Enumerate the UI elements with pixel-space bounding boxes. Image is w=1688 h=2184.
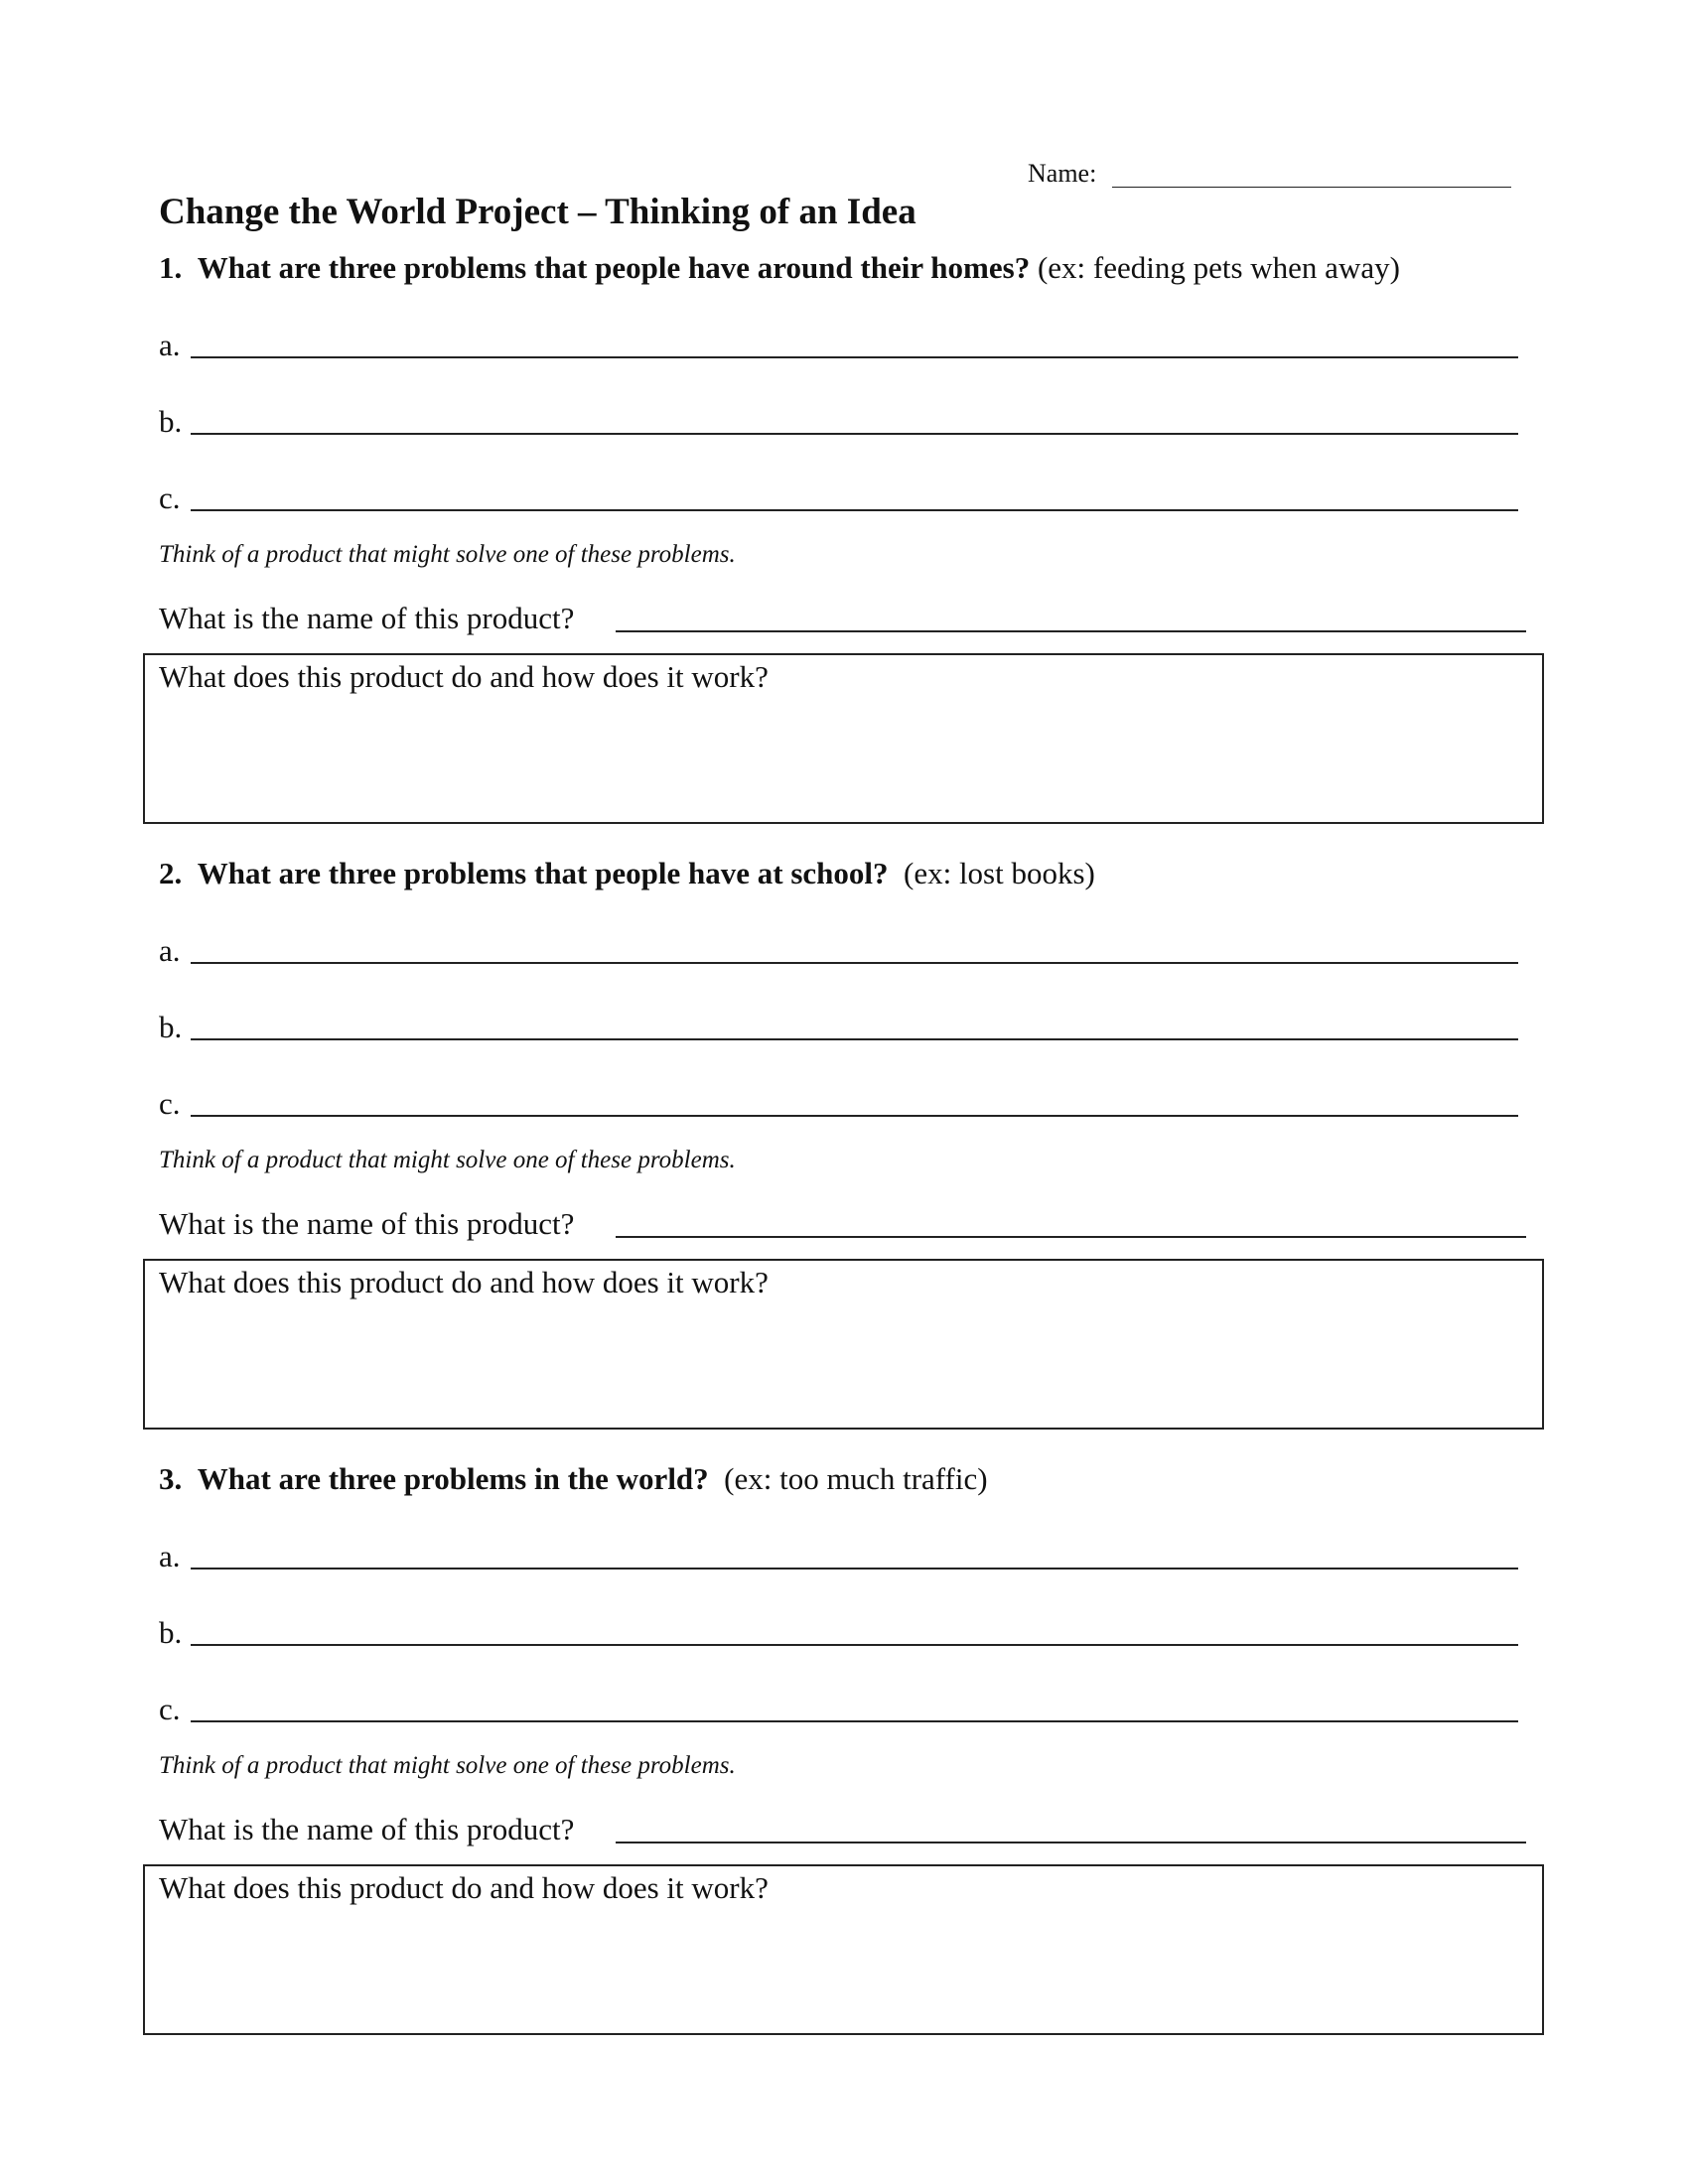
answer-2a-line[interactable] [191, 962, 1518, 964]
answer-3a-letter: a. [159, 1539, 181, 1573]
answer-1b-line[interactable] [191, 433, 1518, 435]
question-1-text: What are three problems that people have around their homes? [197, 250, 1031, 285]
question-3 [159, 1461, 988, 1497]
question-2-text: What are three problems that people have at school? [197, 856, 889, 890]
product-name-line-2[interactable] [616, 1236, 1526, 1238]
product-description-label-1: What does this product do and how does it work? [159, 659, 769, 694]
answer-1a-letter: a. [159, 328, 181, 362]
answer-3c-letter: c. [159, 1692, 181, 1726]
worksheet-title: Change the World Project – Thinking of an Idea [159, 192, 916, 232]
question-2 [159, 856, 1095, 891]
hint-3: Think of a product that might solve one of these problems. [159, 1752, 736, 1779]
product-name-label-2: What is the name of this product? [159, 1206, 575, 1241]
product-description-label-2: What does this product do and how does it work? [159, 1265, 769, 1299]
product-name-label-3: What is the name of this product? [159, 1812, 575, 1846]
answer-3b-line[interactable] [191, 1644, 1518, 1646]
product-description-label-3: What does this product do and how does it work? [159, 1870, 769, 1905]
answer-3c-line[interactable] [191, 1720, 1518, 1722]
name-label: Name: [1028, 159, 1097, 188]
product-description-box-1[interactable] [143, 653, 1544, 824]
answer-1b-letter: b. [159, 404, 183, 439]
answer-2c-line[interactable] [191, 1115, 1518, 1117]
answer-3a-line[interactable] [191, 1568, 1518, 1570]
question-1 [159, 250, 1400, 286]
question-1-number: 1. [159, 250, 183, 285]
answer-1c-letter: c. [159, 480, 181, 515]
answer-2c-letter: c. [159, 1086, 181, 1121]
answer-2b-line[interactable] [191, 1038, 1518, 1040]
product-name-line-3[interactable] [616, 1842, 1526, 1843]
product-description-box-3[interactable] [143, 1864, 1544, 2035]
product-name-label-1: What is the name of this product? [159, 601, 575, 635]
hint-2: Think of a product that might solve one of these problems. [159, 1147, 736, 1173]
answer-1a-line[interactable] [191, 356, 1518, 358]
question-3-text: What are three problems in the world? [197, 1461, 709, 1496]
answer-2a-letter: a. [159, 933, 181, 968]
question-3-number: 3. [159, 1461, 183, 1496]
question-1-example: (ex: feeding pets when away) [1037, 250, 1400, 285]
question-2-example: (ex: lost books) [904, 856, 1095, 890]
product-description-box-2[interactable] [143, 1259, 1544, 1430]
hint-1: Think of a product that might solve one of these problems. [159, 541, 736, 568]
answer-2b-letter: b. [159, 1010, 183, 1044]
question-3-example: (ex: too much traffic) [724, 1461, 988, 1496]
product-name-line-1[interactable] [616, 630, 1526, 632]
question-2-number: 2. [159, 856, 183, 890]
name-field[interactable] [1112, 187, 1511, 188]
answer-3b-letter: b. [159, 1615, 183, 1650]
answer-1c-line[interactable] [191, 509, 1518, 511]
